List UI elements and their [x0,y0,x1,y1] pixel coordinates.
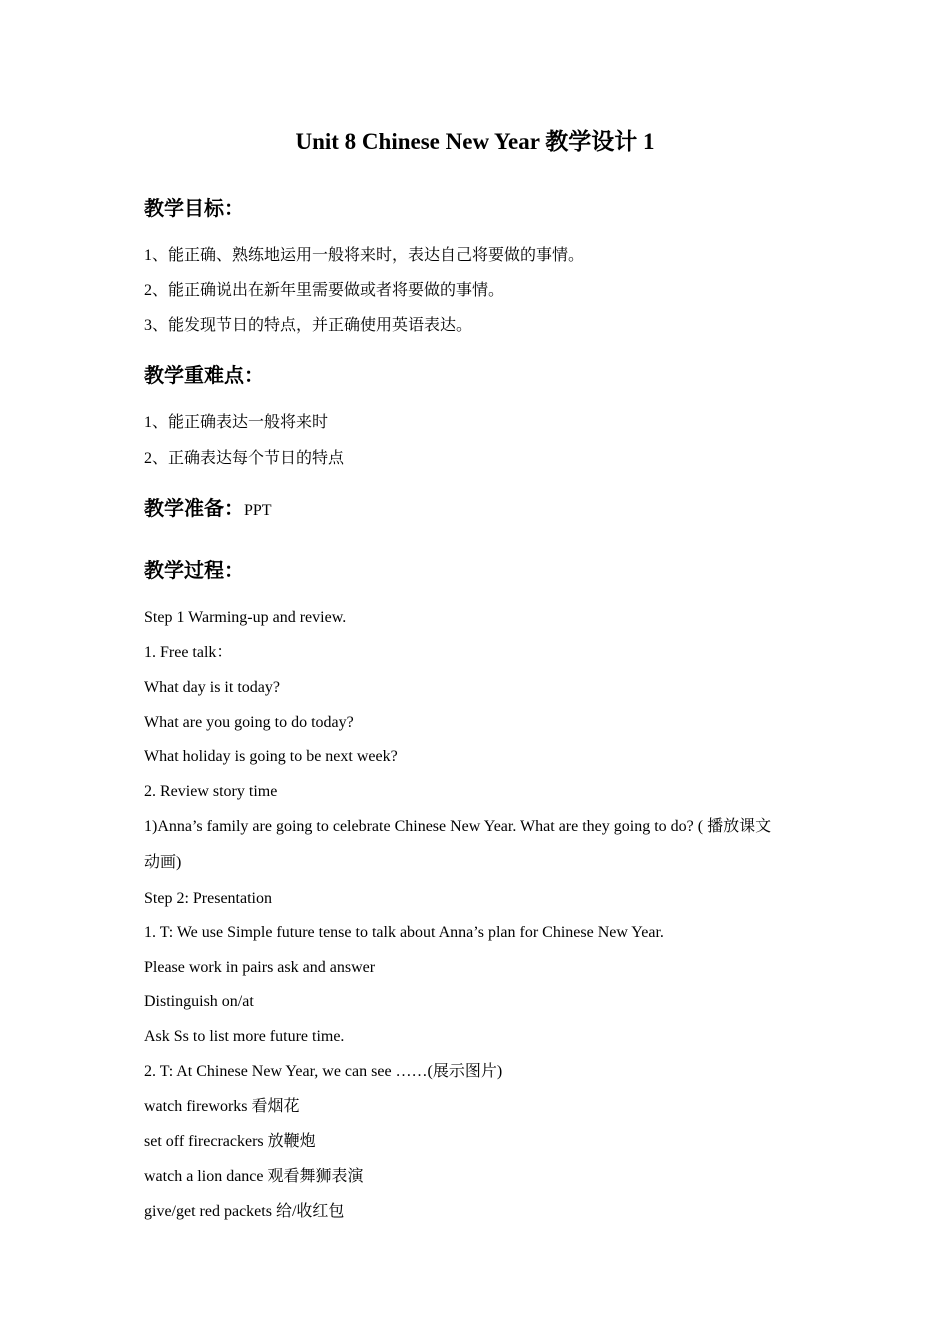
process-line: What holiday is going to be next week? [144,748,398,765]
process-line: Step 2: Presentation [144,890,272,907]
process-line: 1. T: We use Simple future tense to talk about Anna’s plan for Chinese New Year. [144,924,664,941]
objective-item: 3、能发现节日的特点，并正确使用英语表达。 [144,317,473,334]
process-line: Distinguish on/at [144,993,254,1010]
process-line: 动画) [144,854,182,871]
objectives-heading: 教学目标： [144,196,244,220]
objective-item: 2、能正确说出在新年里需要做或者将要做的事情。 [144,282,505,299]
process-line: set off firecrackers 放鞭炮 [144,1133,316,1150]
preparation-label: 教学准备： [144,496,244,520]
key-point-item: 2、正确表达每个节日的特点 [144,450,345,467]
process-heading: 教学过程： [144,558,244,582]
key-point-item: 1、能正确表达一般将来时 [144,414,329,431]
document-title: Unit 8 Chinese New Year 教学设计 1 [295,129,655,154]
preparation-heading [144,493,272,526]
preparation-value: PPT [244,502,272,519]
process-line: give/get red packets 给/收红包 [144,1203,345,1220]
process-line: What are you going to do today? [144,714,354,731]
process-line: 1)Anna’s family are going to celebrate Chinese New Year. What are they going to do? ( 播放课文 [144,818,772,835]
process-line: watch fireworks 看烟花 [144,1098,300,1115]
process-line: 1. Free talk： [144,644,233,661]
process-line: What day is it today? [144,679,280,696]
key-points-heading: 教学重难点： [144,363,264,387]
process-line: watch a lion dance 观看舞狮表演 [144,1168,364,1185]
process-line: Please work in pairs ask and answer [144,959,376,976]
process-line: 2. T: At Chinese New Year, we can see ……(展示图片) [144,1063,503,1080]
process-line: Ask Ss to list more future time. [144,1028,345,1045]
process-line: Step 1 Warming-up and review. [144,609,347,626]
process-line: 2. Review story time [144,783,278,800]
objective-item: 1、能正确、熟练地运用一般将来时，表达自己将要做的事情。 [144,247,585,264]
